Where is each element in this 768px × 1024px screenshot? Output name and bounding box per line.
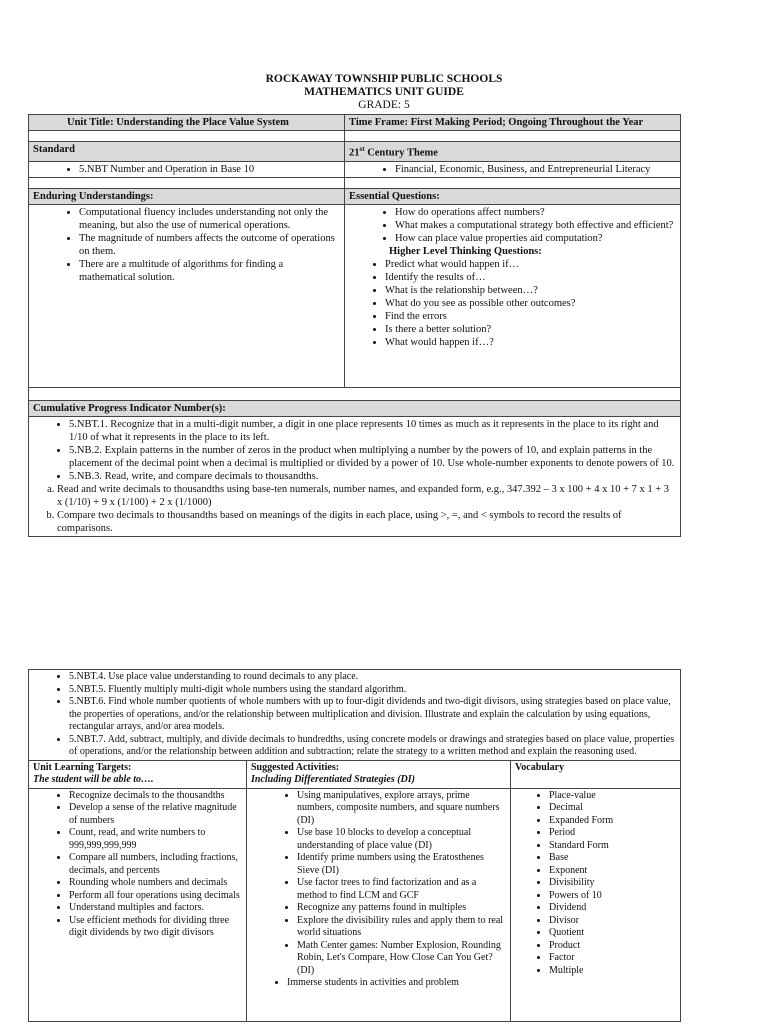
enduring-item: • Computational fluency includes understanding not only the meaning, but also the use of numerical operations. — [79, 206, 340, 232]
activity-item: • Using manipulatives, explore arrays, prime numbers, composite numbers, and square numbers (DI) — [297, 790, 506, 828]
cpi-item: • 5.NBT.4. Use place value understanding to round decimals to any place. — [69, 671, 676, 684]
district-name: ROCKAWAY TOWNSHIP PUBLIC SCHOOLS — [265, 73, 503, 85]
cpi-sub-item: a. Read and write decimals to thousandths using base-ten numerals, number names, and expanded form, e.g., 347.392 – 3 x 100 + 4 x 10 + 7 x 1 + 3 x (1/10) + 9 x (1/100) + 2 x (1/1000) — [57, 483, 676, 509]
hlt-item: • Predict what would happen if… — [385, 258, 676, 271]
hlt-item: • Identify the results of… — [385, 271, 676, 284]
activities-sublabel: Including Differentiated Strategies (DI) — [251, 774, 415, 785]
enduring-cell — [29, 204, 345, 387]
target-item: • Use efficient methods for dividing three digit dividends by two digit divisors — [69, 915, 242, 940]
cpi-sub-item: b. Compare two decimals to thousandths based on meanings of the digits in each place, using >, =, and < symbols to record the results of comparisons. — [57, 509, 676, 535]
essential-item: • How do operations affect numbers? — [395, 206, 676, 219]
continuation-table — [28, 669, 681, 1022]
activities-label: Suggested Activities: — [251, 761, 340, 773]
activities-header — [247, 760, 511, 788]
activity-item: • Use base 10 blocks to develop a conceptual understanding of place value (DI) — [297, 827, 506, 852]
activities-cell — [247, 788, 511, 1021]
enduring-item: • There are a multitude of algorithms for finding a mathematical solution. — [79, 258, 340, 284]
vocab-item: • Decimal — [549, 802, 676, 815]
cpi-item: • 5.NB.2. Explain patterns in the number of zeros in the product when multiplying a number by the powers of 10, and explain patterns in the placement of the decimal point when a decimal is multiplied or divided by a power of 10. Use whole-number exponents to denote powers of 10. — [69, 444, 676, 470]
cpi-item: • 5.NBT.5. Fluently multiply multi-digit whole numbers using the standard algorithm. — [69, 684, 676, 697]
hlt-item: • Is there a better solution? — [385, 323, 676, 336]
vocabulary-cell — [511, 788, 681, 1021]
enduring-item: • The magnitude of numbers affects the outcome of operations on them. — [79, 232, 340, 258]
cpi-item: • 5.NBT.1. Recognize that in a multi-digit number, a digit in one place represents 10 times as much as it represents in the place to its right and 1/10 of what it represents in the place to its left. — [69, 418, 676, 444]
unit-table — [28, 114, 681, 537]
hlt-item: • What is the relationship between…? — [385, 284, 676, 297]
targets-header — [29, 760, 247, 788]
theme-item: • Financial, Economic, Business, and Entrepreneurial Literacy — [395, 163, 676, 176]
hlt-item: • What do you see as possible other outcomes? — [385, 297, 676, 310]
hlt-label: Higher Level Thinking Questions: — [389, 245, 542, 257]
cpi-item: • 5.NBT.7. Add, subtract, multiply, and divide decimals to hundredths, using concrete models or drawings and strategies based on place value, properties of operations, and/or the relationship between addition and subtraction; relate the strategy to a written method and explain the reasoning used. — [69, 734, 676, 759]
vocab-item: • Product — [549, 940, 676, 953]
activity-item: • Identify prime numbers using the Eratosthenes Sieve (DI) — [297, 852, 506, 877]
vocab-item: • Dividend — [549, 902, 676, 915]
targets-sublabel: The student will be able to…. — [33, 774, 154, 785]
target-item: • Count, read, and write numbers to 999,999,999,999 — [69, 827, 242, 852]
hlt-item: • Find the errors — [385, 310, 676, 323]
targets-cell — [29, 788, 247, 1021]
cpi-item: • 5.NBT.6. Find whole number quotients of whole numbers with up to four-digit dividends and two-digit divisors, using strategies based on place value, the properties of operations, and/or the relationship between multiplication and division. Illustrate and explain the calculation by using equations, rectangular arrays, and/or area models. — [69, 696, 676, 734]
cpi-item: • 5.NB.3. Read, write, and compare decimals to thousandths. — [69, 470, 676, 483]
vocab-item: • Powers of 10 — [549, 890, 676, 903]
document-header — [0, 73, 768, 112]
unit-title: Unit Title: Understanding the Place Value System — [29, 115, 345, 131]
vocab-item: • Period — [549, 827, 676, 840]
vocabulary-label: Vocabulary — [511, 760, 681, 788]
target-item: • Perform all four operations using decimals — [69, 890, 242, 903]
standard-label: Standard — [29, 142, 345, 162]
vocab-item: • Exponent — [549, 865, 676, 878]
essential-cell — [345, 204, 681, 387]
cpi-continued-cell — [29, 670, 681, 761]
target-item: • Understand multiples and factors. — [69, 902, 242, 915]
enduring-label: Enduring Understandings: — [29, 188, 345, 204]
essential-item: • How can place value properties aid computation? — [395, 232, 676, 245]
activity-item: • Math Center games: Number Explosion, Rounding Robin, Let's Compare, How Close Can You Get? (DI) — [297, 940, 506, 978]
vocab-item: • Place-value — [549, 790, 676, 803]
vocab-item: • Expanded Form — [549, 815, 676, 828]
grade-value: 5 — [403, 99, 410, 111]
standard-item: • 5.NBT Number and Operation in Base 10 — [79, 163, 340, 176]
cpi-label: Cumulative Progress Indicator Number(s): — [29, 400, 681, 416]
grade-line — [0, 99, 768, 112]
hlt-item: • What would happen if…? — [385, 336, 676, 349]
vocab-item: • Multiple — [549, 965, 676, 978]
vocab-item: • Divisor — [549, 915, 676, 928]
vocab-item: • Quotient — [549, 927, 676, 940]
vocab-item: • Factor — [549, 952, 676, 965]
cpi-cell — [29, 416, 681, 536]
target-item: • Rounding whole numbers and decimals — [69, 877, 242, 890]
vocab-item: • Standard Form — [549, 840, 676, 853]
vocab-item: • Base — [549, 852, 676, 865]
theme-label: 21st Century Theme — [345, 142, 681, 162]
guide-title: MATHEMATICS UNIT GUIDE — [304, 86, 464, 98]
vocab-item: • Divisibility — [549, 877, 676, 890]
targets-label: Unit Learning Targets: — [33, 761, 132, 773]
activity-item: • Recognize any patterns found in multiples — [297, 902, 506, 915]
standard-cell — [29, 161, 345, 177]
theme-cell — [345, 161, 681, 177]
activity-item: • Explore the divisibility rules and apply them to real world situations — [297, 915, 506, 940]
target-item: • Compare all numbers, including fractions, decimals, and percents — [69, 852, 242, 877]
target-item: • Recognize decimals to the thousandths — [69, 790, 242, 803]
activity-item: • Use factor trees to find factorization and as a method to find LCM and GCF — [297, 877, 506, 902]
time-frame: Time Frame: First Making Period; Ongoing Throughout the Year — [345, 115, 681, 131]
essential-label: Essential Questions: — [345, 188, 681, 204]
grade-label: GRADE: — [358, 99, 402, 111]
essential-item: • What makes a computational strategy both effective and efficient? — [395, 219, 676, 232]
activity-item: • Immerse students in activities and problem — [287, 977, 506, 990]
target-item: • Develop a sense of the relative magnitude of numbers — [69, 802, 242, 827]
